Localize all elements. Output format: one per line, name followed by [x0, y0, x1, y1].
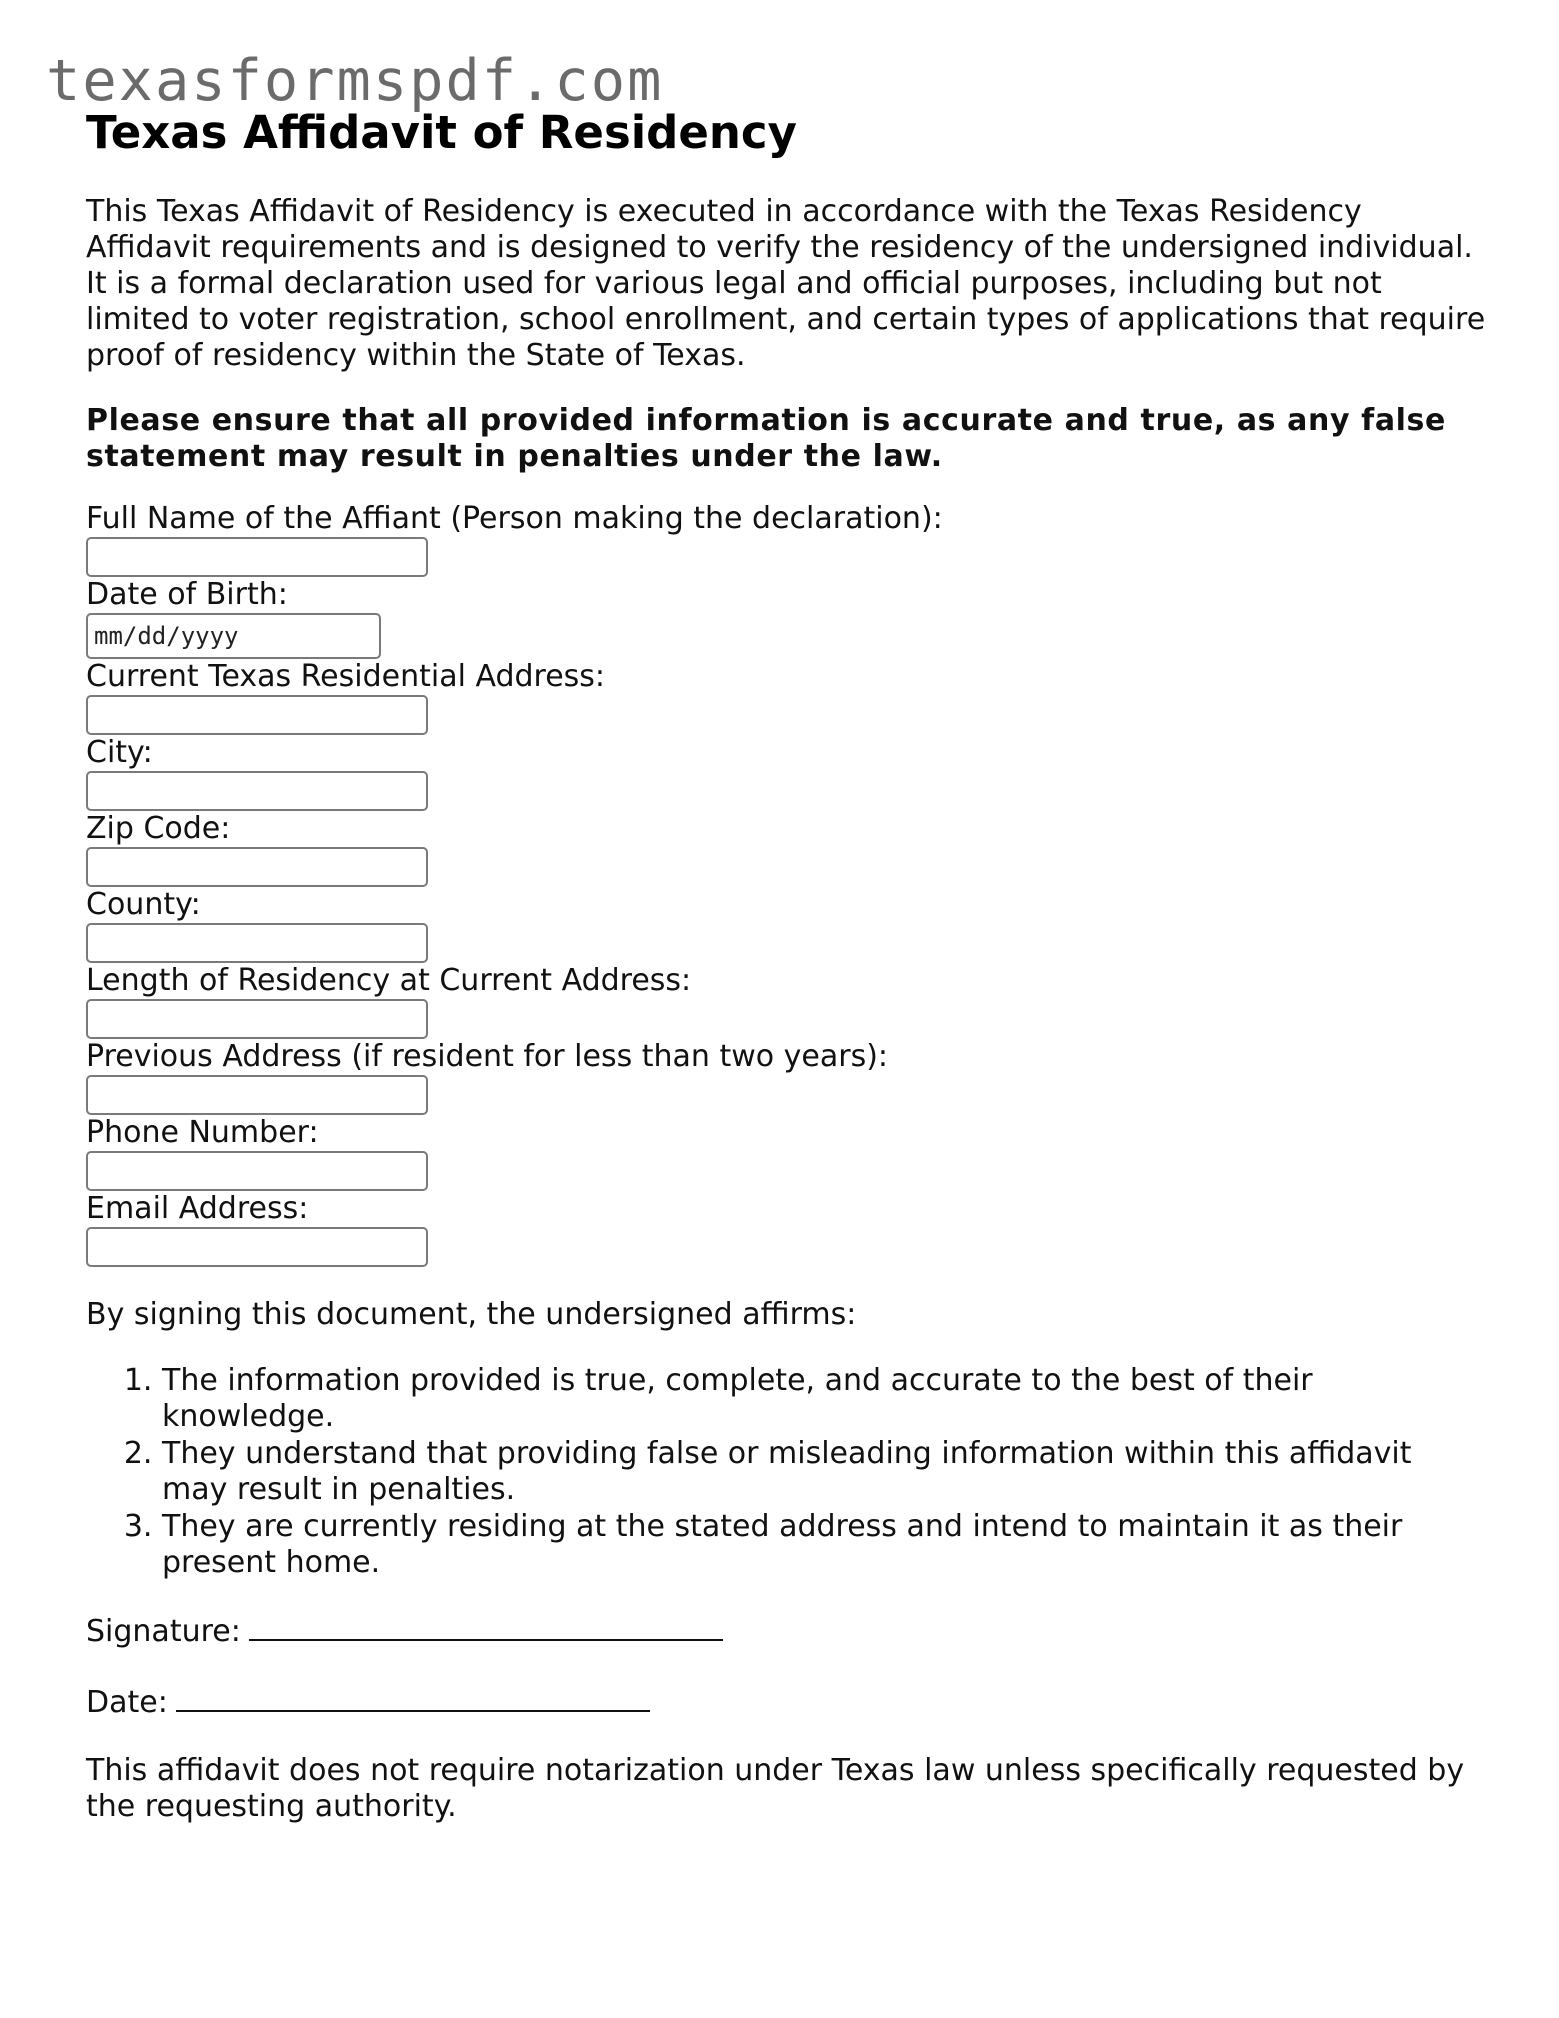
full-name-group: [86, 501, 1486, 577]
affirmation-item: 3. They are currently residing at the stated address and intend to maintain it as their present home.: [162, 1509, 1486, 1581]
date-blank[interactable]: [176, 1682, 650, 1712]
residency-length-input[interactable]: [86, 999, 428, 1039]
phone-group: [86, 1115, 1486, 1191]
dob-label: Date of Birth:: [86, 577, 288, 612]
date-line: [86, 1682, 1486, 1721]
email-input[interactable]: [86, 1227, 428, 1267]
address-group: [86, 659, 1486, 735]
accuracy-warning: Please ensure that all provided information is accurate and true, as any false statement may result in penalties under the law.: [86, 403, 1446, 474]
notarization-notice: This affidavit does not require notarization under Texas law unless specifically requested by the requesting authority.: [86, 1753, 1465, 1824]
affiant-form: [86, 501, 1486, 1267]
affidavit-document: [86, 103, 1486, 1825]
intro-paragraph: This Texas Affidavit of Residency is executed in accordance with the Texas Residency Affidavit requirements and is designed to verify the residency of the undersigned individual. It is a formal declaration used for various legal and official purposes, including but not limited to voter registration, school enrollment, and certain types of applications that require proof of residency within the State of Texas.: [86, 194, 1486, 373]
previous-address-group: [86, 1039, 1486, 1115]
phone-input[interactable]: [86, 1151, 428, 1191]
address-input[interactable]: [86, 695, 428, 735]
zip-label: Zip Code:: [86, 811, 231, 846]
city-label: City:: [86, 735, 153, 770]
zip-group: [86, 811, 1486, 887]
email-label: Email Address:: [86, 1191, 309, 1226]
zip-input[interactable]: [86, 847, 428, 887]
previous-address-label: Previous Address (if resident for less than two years):: [86, 1039, 889, 1074]
signature-label: Signature:: [86, 1614, 241, 1649]
signature-line: [86, 1611, 1486, 1650]
affirm-intro: By signing this document, the undersigned affirms:: [86, 1297, 857, 1332]
previous-address-input[interactable]: [86, 1075, 428, 1115]
signature-blank[interactable]: [249, 1611, 723, 1641]
affirmation-item: 1. The information provided is true, complete, and accurate to the best of their knowledge.: [162, 1363, 1486, 1435]
dob-group: [86, 577, 1486, 659]
email-group: [86, 1191, 1486, 1267]
affirmation-item: 2. They understand that providing false or misleading information within this affidavit may result in penalties.: [162, 1436, 1486, 1508]
dob-input[interactable]: [86, 613, 381, 659]
address-label: Current Texas Residential Address:: [86, 659, 606, 694]
phone-label: Phone Number:: [86, 1115, 319, 1150]
page-title: Texas Affidavit of Residency: [86, 106, 797, 159]
watermark: texasformspdf.com: [46, 48, 664, 114]
county-input[interactable]: [86, 923, 428, 963]
city-group: [86, 735, 1486, 811]
residency-length-group: [86, 963, 1486, 1039]
full-name-input[interactable]: [86, 537, 428, 577]
residency-length-label: Length of Residency at Current Address:: [86, 963, 692, 998]
county-group: [86, 887, 1486, 963]
date-label: Date:: [86, 1685, 168, 1720]
full-name-label: Full Name of the Affiant (Person making the declaration):: [86, 501, 943, 536]
county-label: County:: [86, 887, 201, 922]
affirmation-list: [86, 1363, 1486, 1581]
city-input[interactable]: [86, 771, 428, 811]
